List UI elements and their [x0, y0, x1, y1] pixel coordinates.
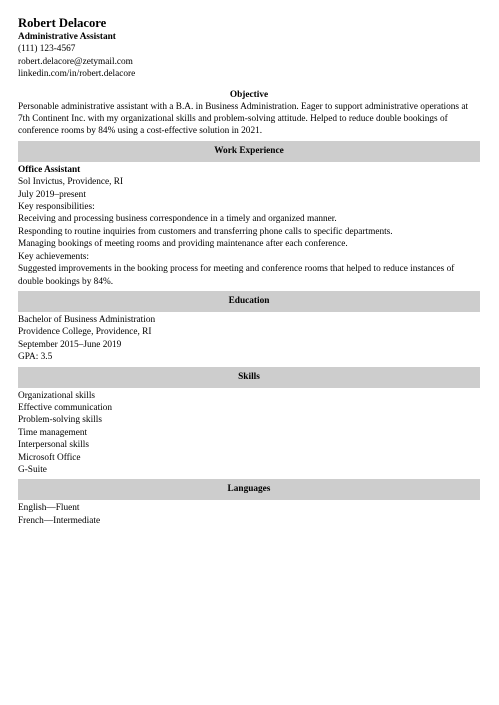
languages-heading: Languages — [18, 479, 480, 500]
phone-number: (111) 123-4567 — [18, 44, 76, 55]
skill-item: Microsoft Office — [18, 452, 81, 463]
degree: Bachelor of Business Administration — [18, 314, 156, 325]
candidate-name: Robert Delacore — [18, 16, 107, 30]
job-dates: July 2019–present — [18, 189, 86, 200]
responsibility-item: Responding to routine inquiries from customers and transferring phone calls to specific departments. — [18, 226, 393, 237]
skill-item: Effective communication — [18, 402, 113, 413]
job-title: Office Assistant — [18, 164, 81, 175]
email-address: robert.delacore@zetymail.com — [18, 56, 133, 67]
work-experience-heading: Work Experience — [18, 141, 480, 162]
skill-item: Organizational skills — [18, 390, 96, 401]
skill-item: G-Suite — [18, 464, 47, 475]
skills-section — [18, 390, 480, 477]
objective-text: Personable administrative assistant with a B.A. in Business Administration. Eager to support administrative operations at 7th Continent Inc. with my organizational skills and problem-solving attitude. Helped to reduce double bookings of conference rooms by 84% using a cost-effective solution in 2021. — [18, 101, 469, 137]
job-company: Sol Invictus, Providence, RI — [18, 177, 124, 188]
language-item: French—Intermediate — [18, 515, 101, 526]
skill-item: Time management — [18, 427, 88, 438]
responsibility-item: Receiving and processing business correspondence in a timely and organized manner. — [18, 214, 337, 225]
responsibility-item: Managing bookings of meeting rooms and providing maintenance after each conference. — [18, 239, 348, 250]
achievements-label: Key achievements: — [18, 251, 89, 262]
skill-item: Interpersonal skills — [18, 440, 90, 451]
school: Providence College, Providence, RI — [18, 327, 152, 338]
skill-item: Problem-solving skills — [18, 415, 102, 426]
gpa: GPA: 3.5 — [18, 352, 53, 363]
languages-section — [18, 502, 480, 527]
skills-heading: Skills — [18, 367, 480, 388]
resume-header — [18, 16, 480, 81]
achievement-item: Suggested improvements in the booking process for meeting and conference rooms that helped to reduce instances of double bookings by 84%. — [18, 264, 455, 287]
language-item: English—Fluent — [18, 503, 80, 514]
education-dates: September 2015–June 2019 — [18, 339, 122, 350]
work-experience-section — [18, 164, 480, 288]
candidate-title: Administrative Assistant — [18, 32, 116, 42]
education-heading: Education — [18, 291, 480, 312]
linkedin-url: linkedin.com/in/robert.delacore — [18, 69, 136, 80]
education-section — [18, 314, 480, 364]
objective-heading: Objective — [229, 89, 269, 100]
responsibilities-label: Key responsibilities: — [18, 202, 95, 213]
